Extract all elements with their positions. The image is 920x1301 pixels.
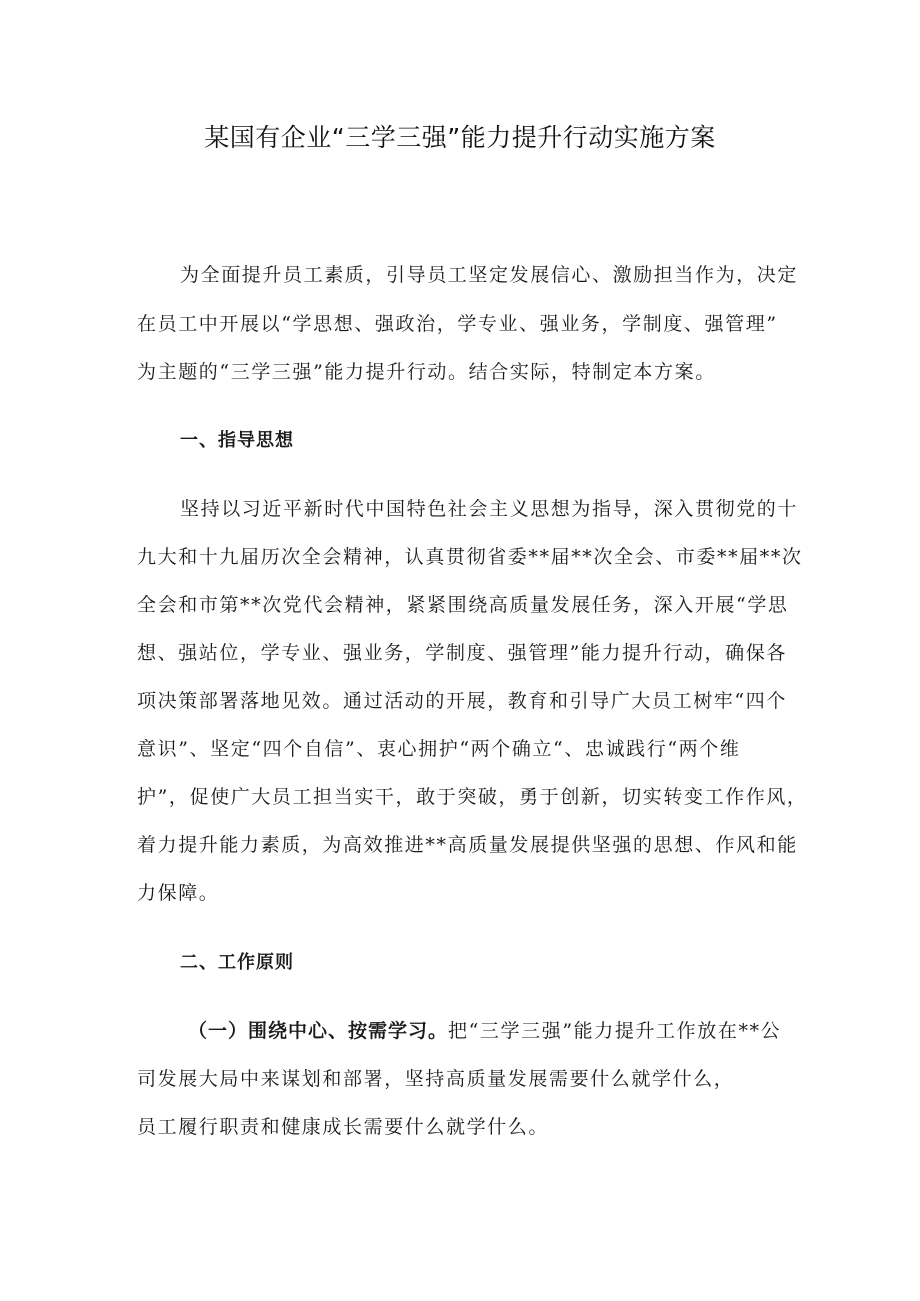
section-heading-guiding-thought: 一、指导思想 bbox=[180, 430, 294, 451]
section1-line: 力保障。 bbox=[137, 882, 220, 904]
document-title: 某国有企业“三学三强”能力提升行动实施方案 bbox=[204, 123, 716, 152]
section1-line: 意识”、坚定“四个自信”、衷心拥护“两个确立“、忠诚践行“两个维 bbox=[137, 738, 741, 760]
principle-1-text: 把“三学三强”能力提升工作放在**公 bbox=[448, 1020, 782, 1042]
section1-line: 坚持以习近平新时代中国特色社会主义思想为指导，深入贯彻党的十 bbox=[180, 498, 799, 520]
intro-line-3: 为主题的“三学三强”能力提升行动。结合实际，特制定本方案。 bbox=[137, 361, 716, 383]
principle-1-line-3: 员工履行职责和健康成长需要什么就学什么。 bbox=[137, 1116, 550, 1138]
section1-line: 九大和十九届历次全会精神，认真贯彻省委**届**次全会、市委**届**次 bbox=[137, 546, 803, 568]
section1-line: 项决策部署落地见效。通过活动的开展，教育和引导广大员工树牢“四个 bbox=[137, 690, 787, 712]
principle-1-line-1 bbox=[188, 1018, 781, 1044]
principle-1-lead: （一）围绕中心、按需学习。 bbox=[188, 1020, 449, 1042]
section-heading-work-principles: 二、工作原则 bbox=[180, 952, 294, 973]
intro-line-2: 在员工中开展以“学思想、强政治，学专业、强业务，学制度、强管理” bbox=[137, 313, 778, 335]
intro-line-1: 为全面提升员工素质，引导员工坚定发展信心、激励担当作为，决定 bbox=[180, 264, 799, 286]
section1-line: 全会和市第**次党代会精神，紧紧围绕高质量发展任务，深入开展“学思 bbox=[137, 594, 789, 616]
principle-1-line-2: 司发展大局中来谋划和部署，坚持高质量发展需要什么就学什么， bbox=[137, 1068, 735, 1090]
section1-line: 着力提升能力素质，为高效推进**高质量发展提供坚强的思想、作风和能 bbox=[137, 834, 798, 856]
section1-line: 护”，促使广大员工担当实干，敢于突破，勇于创新，切实转变工作作风， bbox=[137, 786, 808, 808]
section1-line: 想、强站位，学专业、强业务，学制度、强管理”能力提升行动，确保各 bbox=[137, 642, 787, 664]
